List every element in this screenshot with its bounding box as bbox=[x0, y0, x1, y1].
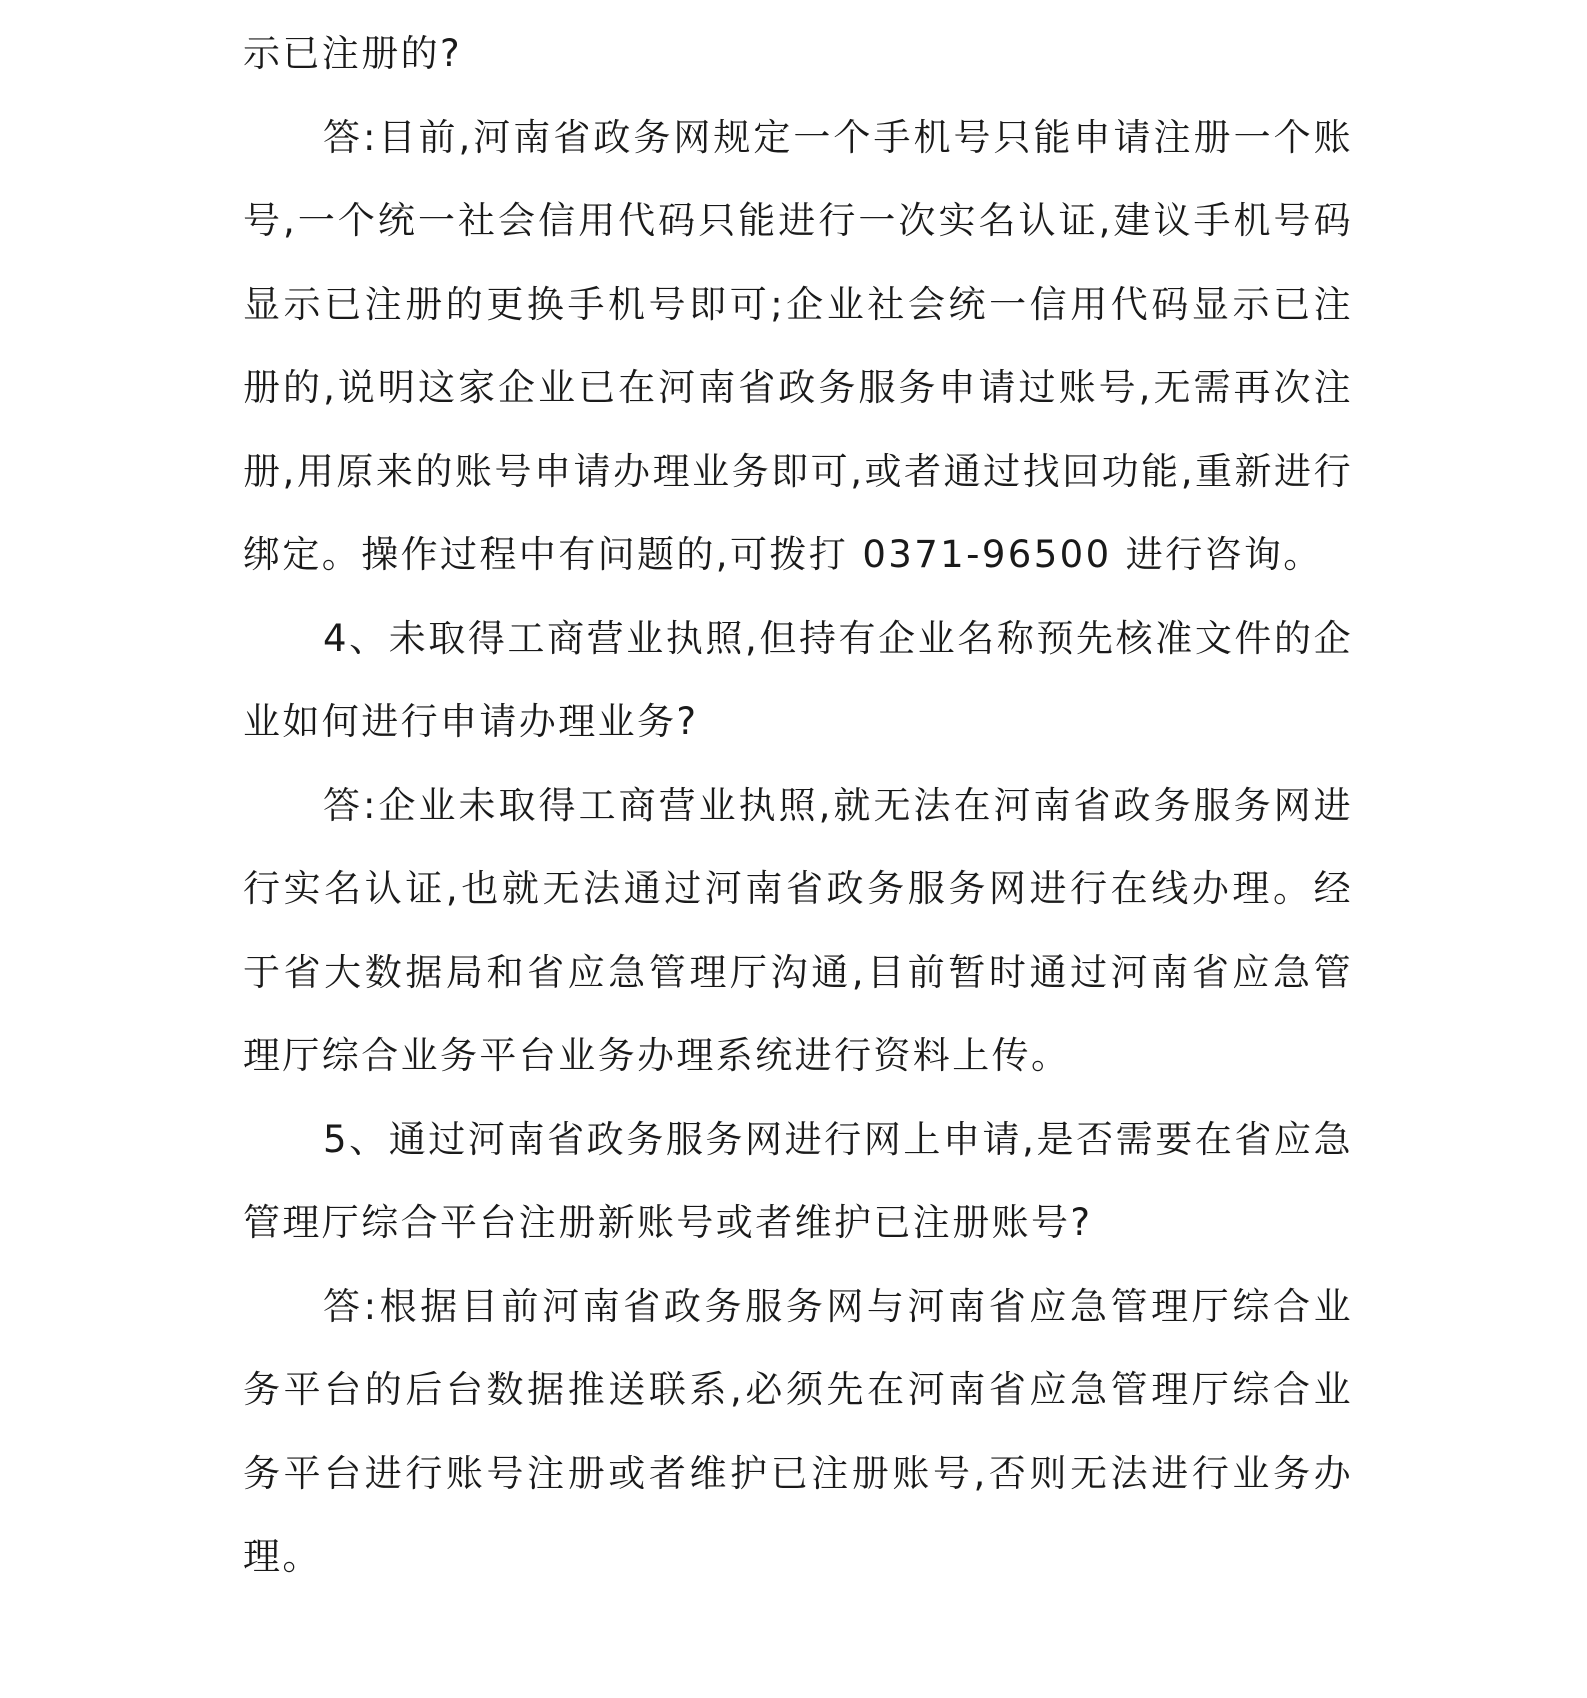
paragraph-answer-5: 答:根据目前河南省政务服务网与河南省应急管理厅综合业务平台的后台数据推送联系,必须先在河南省应急管理厅综合业务平台进行账号注册或者维护已注册账号,否则无法进行业务办理。 bbox=[243, 1284, 1353, 1578]
paragraph-continuation: 示已注册的? bbox=[243, 32, 463, 75]
paragraph-answer-4: 答:企业未取得工商营业执照,就无法在河南省政务服务网进行实名认证,也就无法通过河南省政务服务网进行在线办理。经于省大数据局和省应急管理厅沟通,目前暂时通过河南省应急管理厅综合业务平台业务办理系统进行资料上传。 bbox=[243, 783, 1353, 1077]
paragraph-question-4: 4、未取得工商营业执照,但持有企业名称预先核准文件的企业如何进行申请办理业务? bbox=[243, 616, 1353, 743]
document-body bbox=[243, 12, 1353, 1599]
paragraph-question-5: 5、通过河南省政务服务网进行网上申请,是否需要在省应急管理厅综合平台注册新账号或者维护已注册账号? bbox=[243, 1117, 1353, 1244]
paragraph-answer-3: 答:目前,河南省政务网规定一个手机号只能申请注册一个账号,一个统一社会信用代码只能进行一次实名认证,建议手机号码显示已注册的更换手机号即可;企业社会统一信用代码显示已注册的,说明这家企业已在河南省政务服务申请过账号,无需再次注册,用原来的账号申请办理业务即可,或者通过找回功能,重新进行绑定。操作过程中有问题的,可拨打 0371-96500 进行咨询。 bbox=[243, 115, 1353, 576]
